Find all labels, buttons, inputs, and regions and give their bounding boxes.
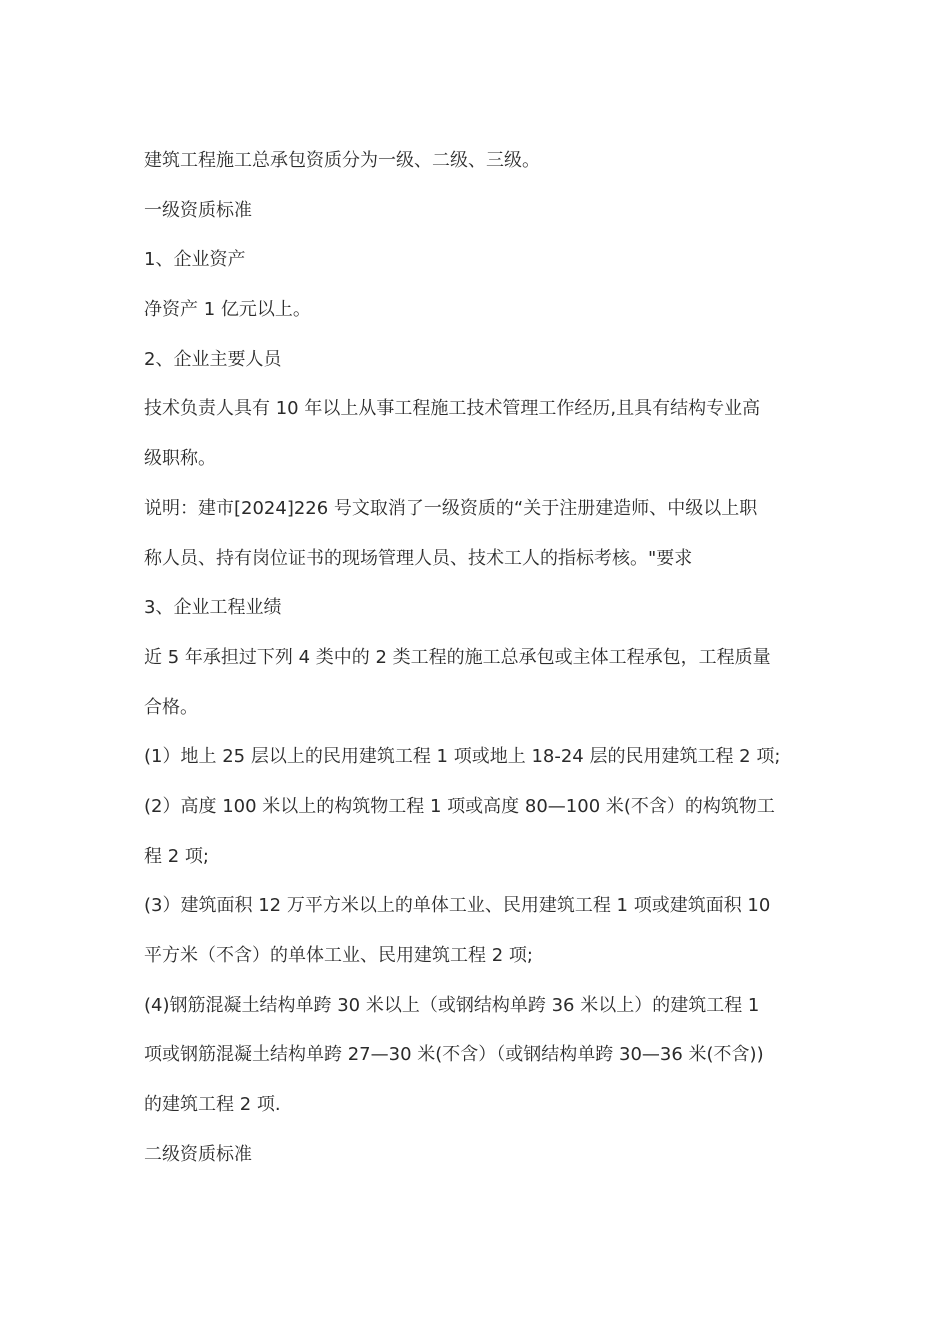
list-item-4-line-1: (4)钢筋混凝土结构单跨 30 米以上（或钢结构单跨 36 米以上）的建筑工程 1 bbox=[144, 994, 760, 1016]
list-item-4-line-2: 项或钢筋混凝土结构单跨 27—30 米(不含）（或钢结构单跨 30—36 米(不含)) bbox=[144, 1044, 764, 1066]
performance-text-line-1: 近 5 年承担过下列 4 类中的 2 类工程的施工总承包或主体工程承包，工程质量 bbox=[144, 646, 771, 668]
section-heading-level-2: 二级资质标准 bbox=[144, 1143, 252, 1165]
intro-paragraph: 建筑工程施工总承包资质分为一级、二级、三级。 bbox=[144, 150, 540, 171]
personnel-text-line-1: 技术负责人具有 10 年以上从事工程施工技术管理工作经历,且具有结构专业高 bbox=[144, 398, 761, 420]
list-item-3-line-2: 平方米（不含）的单体工业、民用建筑工程 2 项; bbox=[144, 945, 533, 966]
list-item-4-line-3: 的建筑工程 2 项. bbox=[144, 1094, 281, 1116]
list-item-2-line-2: 程 2 项; bbox=[144, 845, 209, 867]
note-text-line-2: 称人员、持有岗位证书的现场管理人员、技术工人的指标考核。"要求 bbox=[144, 547, 693, 569]
document-body bbox=[144, 136, 814, 1179]
section-heading-level-1: 一级资质标准 bbox=[144, 199, 252, 221]
subheading-assets: 1、企业资产 bbox=[144, 249, 246, 271]
personnel-text-line-2: 级职称。 bbox=[144, 448, 216, 470]
list-item-2-line-1: (2）高度 100 米以上的构筑物工程 1 项或高度 80—100 米(不含）的构筑物工 bbox=[144, 795, 775, 817]
performance-text-line-2: 合格。 bbox=[144, 696, 198, 718]
assets-text: 净资产 1 亿元以上。 bbox=[144, 299, 311, 321]
list-item-1: (1）地上 25 层以上的民用建筑工程 1 项或地上 18-24 层的民用建筑工程 2 项; bbox=[144, 746, 781, 768]
subheading-personnel: 2、企业主要人员 bbox=[144, 348, 282, 370]
list-item-3-line-1: (3）建筑面积 12 万平方米以上的单体工业、民用建筑工程 1 项或建筑面积 10 bbox=[144, 895, 771, 917]
note-text-line-1: 说明：建市[2024]226 号文取消了一级资质的“关于注册建造师、中级以上职 bbox=[144, 497, 758, 519]
subheading-performance: 3、企业工程业绩 bbox=[144, 597, 282, 619]
